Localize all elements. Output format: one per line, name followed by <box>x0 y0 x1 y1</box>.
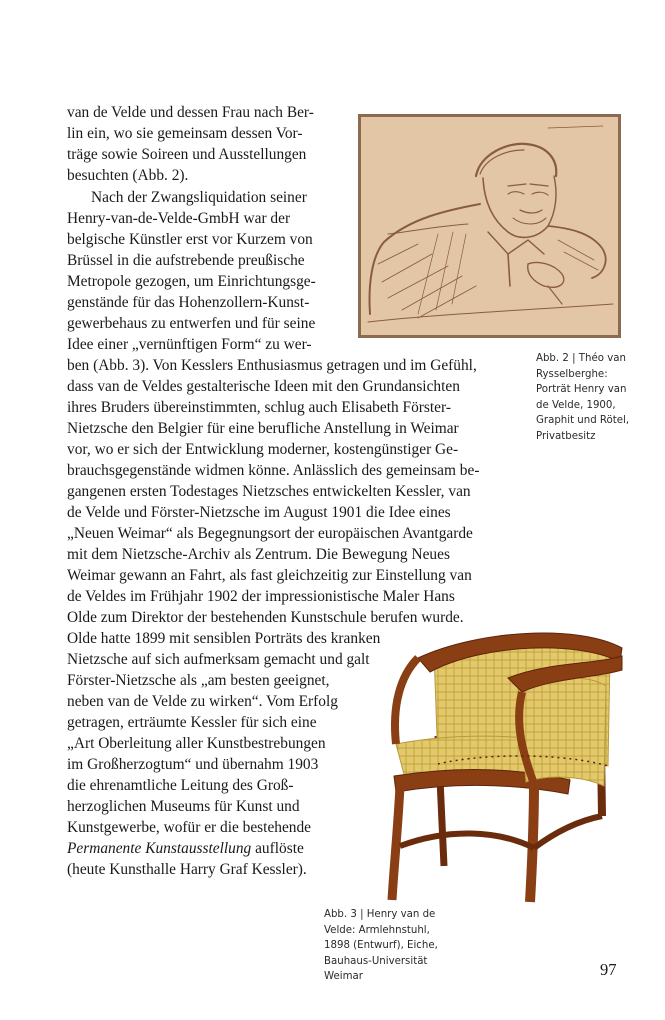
text-line: herzoglichen Museums für Kunst und <box>67 798 300 815</box>
text-line: ben (Abb. 3). Von Kesslers Enthusiasmus getragen und im Gefühl, <box>67 357 477 374</box>
caption-line: 1898 (Entwurf), Eiche, <box>324 940 438 951</box>
text-line: Weimar gewann an Fahrt, als fast gleichzeitig zur Einstellung van <box>67 567 472 584</box>
text-line: gewerbehaus zu entwerfen und für seine <box>67 315 316 332</box>
text-line: de Veldes im Frühjahr 1902 der impressionistische Maler Hans <box>67 588 455 605</box>
text-line: träge sowie Soireen und Ausstellungen <box>67 146 307 163</box>
caption-line: Porträt Henry van <box>536 384 627 395</box>
text-line: Brüssel in die aufstrebende preußische <box>67 252 305 269</box>
text-line: Olde hatte 1899 mit sensiblen Porträts des kranken <box>67 630 381 647</box>
text-line: vor, wo er sich der Entwicklung moderner, kostengünstiger Ge- <box>67 441 459 458</box>
text-line: besuchten (Abb. 2). <box>67 167 189 184</box>
caption-line: Graphit und Rötel, <box>536 415 630 426</box>
text-line: Olde zum Direktor der bestehenden Kunstschule berufen wurde. <box>67 609 464 626</box>
caption-line: Abb. 2 | Théo van <box>536 353 626 364</box>
text-line: de Velde und Förster-Nietzsche im August 1901 die Idee eines <box>67 504 451 521</box>
figure-portrait-drawing <box>358 114 621 338</box>
text-line: gangenen ersten Todestages Nietzsches entwickelten Kessler, van <box>67 483 471 500</box>
text-line: „Art Oberleitung aller Kunstbestrebungen <box>67 735 326 752</box>
armchair-image <box>338 616 634 908</box>
caption-line: Abb. 3 | Henry van de <box>324 909 436 920</box>
text-line: getragen, erträumte Kessler für sich eine <box>67 714 317 731</box>
text-line-tail: auflöste <box>251 840 304 857</box>
caption-line: Rysselberghe: <box>536 368 608 380</box>
text-line: „Neuen Weimar“ als Begegnungsort der europäischen Avantgarde <box>67 525 473 542</box>
text-line: belgische Künstler erst vor Kurzem von <box>67 231 313 248</box>
italic-title: Permanente Kunstausstellung <box>67 840 252 857</box>
text-line: Nietzsche den Belgier für eine berufliche Anstellung in Weimar <box>67 420 459 437</box>
text-line: dass van de Veldes gestalterische Ideen mit den Grundansichten <box>67 378 460 395</box>
text-line: Nietzsche auf sich aufmerksam gemacht und galt <box>67 651 370 668</box>
text-line: Nach der Zwangsliquidation seiner <box>91 189 307 206</box>
figure-armchair <box>338 616 634 908</box>
caption-line: Bauhaus-Universität <box>324 955 428 967</box>
page-number: 97 <box>600 960 617 979</box>
figure-3-caption <box>324 907 438 985</box>
text-line: Metropole gezogen, um Einrichtungsge- <box>67 273 316 290</box>
text-line: die ehrenamtliche Leitung des Groß- <box>67 777 294 794</box>
text-line: Kunstgewerbe, wofür er die bestehende <box>67 819 312 836</box>
text-line: Idee einer „vernünftigen Form“ zu wer- <box>67 336 312 353</box>
text-line: van de Velde und dessen Frau nach Ber- <box>67 104 314 121</box>
caption-line: Velde: Armlehnstuhl, <box>324 924 430 936</box>
text-line: Henry-van-de-Velde-GmbH war der <box>67 210 291 227</box>
portrait-drawing-image <box>358 114 621 338</box>
text-line: (heute Kunsthalle Harry Graf Kessler). <box>67 861 307 878</box>
text-line: lin ein, wo sie gemeinsam dessen Vor- <box>67 125 303 142</box>
text-line: im Großherzogtum“ und übernahm 1903 <box>67 756 319 773</box>
text-line <box>67 839 304 859</box>
text-line: ihres Bruders übereinstimmten, schlug auch Elisabeth Förster- <box>67 399 451 416</box>
caption-line: de Velde, 1900, <box>536 399 616 411</box>
text-line: Förster-Nietzsche als „am besten geeignet, <box>67 672 330 689</box>
drawing-paper <box>361 117 618 335</box>
figure-2-caption <box>536 351 629 444</box>
text-line: genstände für das Hohenzollern-Kunst- <box>67 294 310 311</box>
text-line: brauchsgegenstände widmen könne. Anlässlich des gemeinsam be- <box>67 462 480 479</box>
caption-line: Weimar <box>324 971 363 982</box>
text-line: mit dem Nietzsche-Archiv als Zentrum. Die Bewegung Neues <box>67 546 450 563</box>
text-line: neben van de Velde zu wirken“. Vom Erfolg <box>67 693 338 710</box>
caption-line: Privatbesitz <box>536 430 596 442</box>
